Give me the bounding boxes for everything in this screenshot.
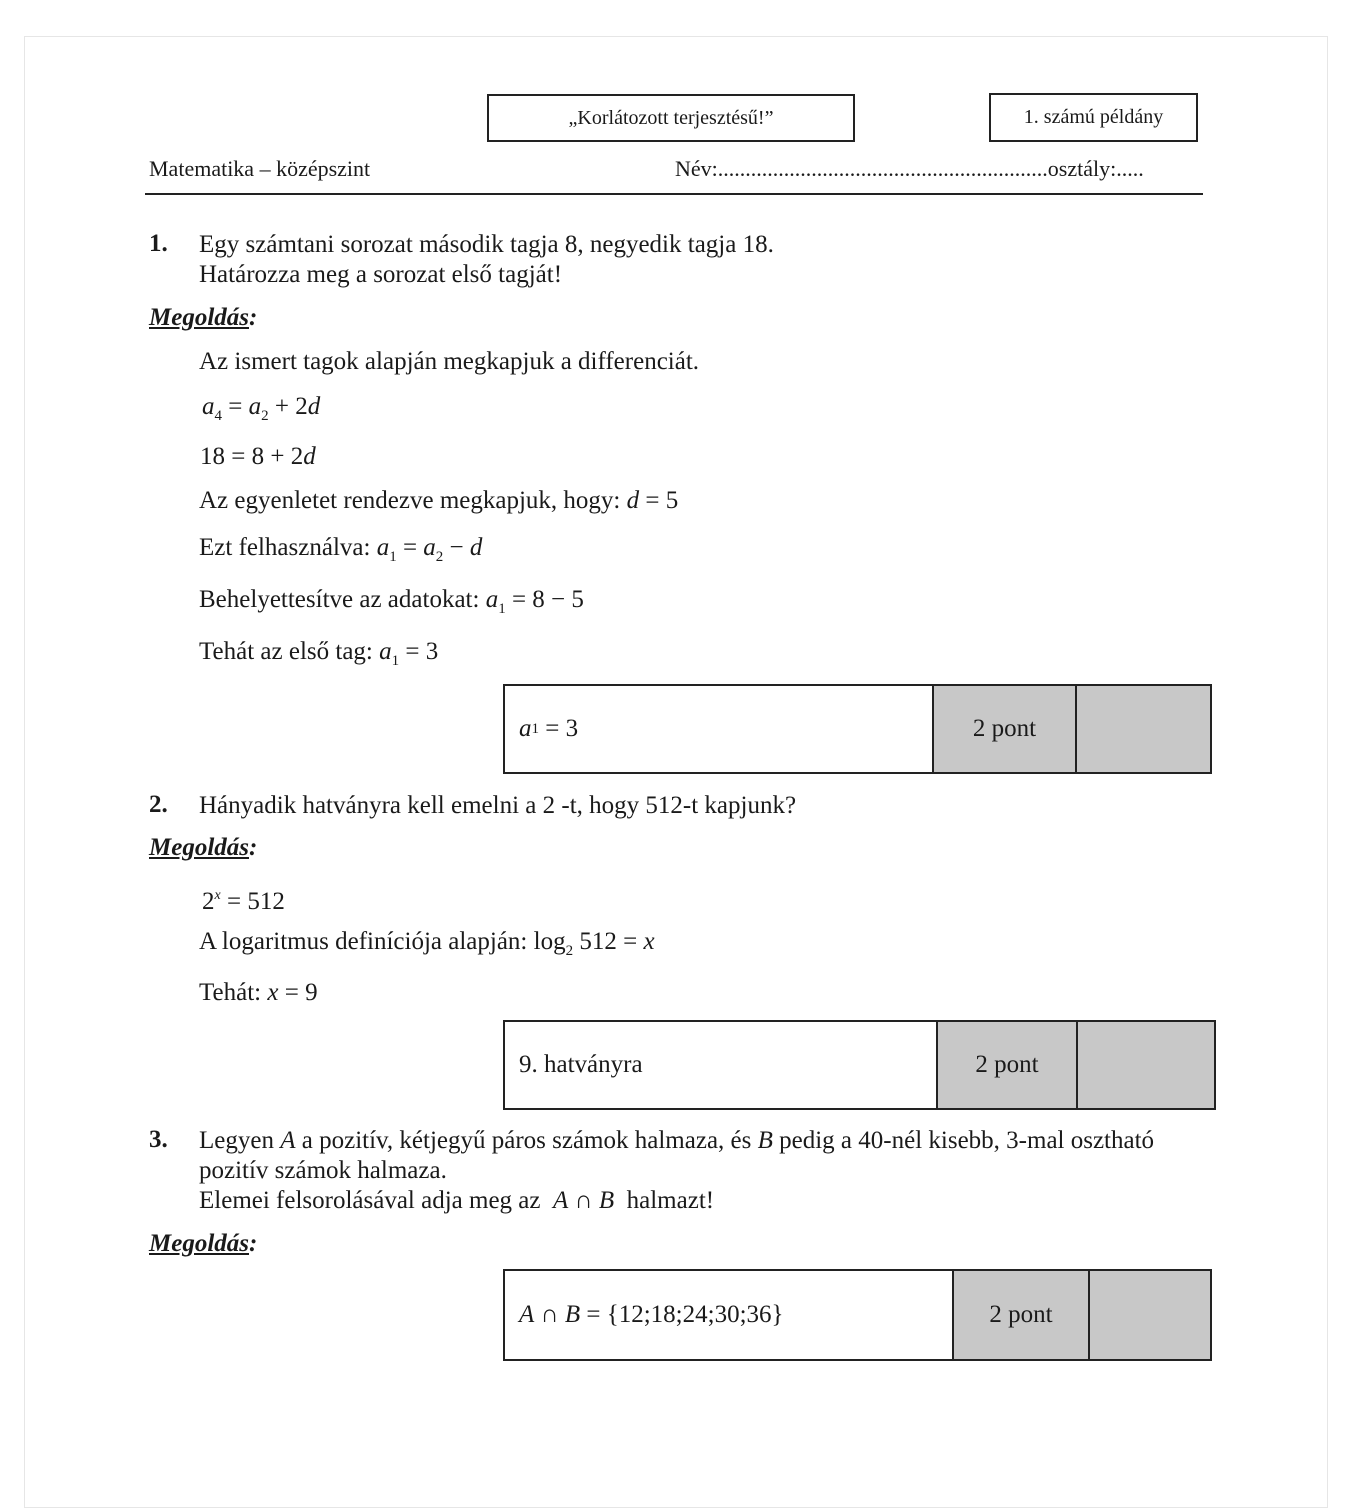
header-rule [145,193,1203,195]
restricted-label: „Korlátozott terjesztésű!” [568,106,774,129]
q2-points-cell: 2 pont [938,1022,1078,1108]
q3-points-cell: 2 pont [954,1271,1090,1359]
copy-number-label: 1. számú példány [1023,106,1164,128]
q1-score-cell [1077,686,1210,772]
q1-formula-substituted: 18 = 8 + 2d [200,443,316,470]
q1-step4: Az egyenletet rendezve megkapjuk, hogy: d = 5 [199,487,679,514]
q1-answer-cell: a 1 = 3 [505,686,934,772]
q2-solution-label: Megoldás: [149,834,258,861]
subject-label: Matematika – középszint [149,156,371,181]
q1-step1: Az ismert tagok alapján megkapjuk a differenciát. [199,348,700,375]
q1-answer-table [503,684,1212,774]
q2-score-cell [1078,1022,1214,1108]
q1-number: 1. [149,230,168,257]
copy-number-box [989,93,1198,142]
q1-formula-a4: $a_4 = a_2 + 2d$ [202,393,321,424]
q3-solution-label: Megoldás: [149,1230,258,1257]
q1-step7: Tehát az első tag: $a_1 = 3$ [199,638,439,669]
name-class-line: Név:............................................................osztály:..... [675,156,1144,181]
q3-number: 3. [149,1126,168,1153]
q2-number: 2. [149,791,168,818]
q2-step2: A logaritmus definíciója alapján: $\log_2 512 = x$ [199,928,655,959]
q2-answer-table [503,1020,1216,1110]
q1-step6: Behelyettesítve az adatokat: $a_1 = 8 - 5$ [199,586,584,617]
q1-text-line2: Határozza meg a sorozat első tagját! [199,261,563,288]
q3-text-line1: Legyen A a pozitív, kétjegyű páros számok halmaza, és B pedig a 40-nél kisebb, 3-mal osztható [199,1127,1155,1154]
q3-text-line2: pozitív számok halmaza. [199,1157,447,1184]
q1-text-line1: Egy számtani sorozat második tagja 8, negyedik tagja 18. [199,231,774,258]
q1-solution-label: Megoldás: [149,304,258,331]
q2-answer-cell: 9. hatványra [505,1022,938,1108]
q3-answer-set: {12;18;24;30;36} [606,1301,784,1328]
q1-points-cell: 2 pont [934,686,1077,772]
q2-text-line1: Hányadik hatványra kell emelni a 2 -t, hogy 512-t kapjunk? [199,792,797,819]
q3-answer-cell: A ∩ B = {12;18;24;30;36} [505,1271,954,1359]
q3-score-cell [1090,1271,1210,1359]
q3-text-line3: Elemei felsorolásával adja meg az A ∩ B halmazt! [199,1187,715,1214]
q1-step5: Ezt felhasználva: $a_1 = a_2 - d$ [199,534,483,565]
q2-step3: Tehát: x = 9 [199,979,318,1006]
q3-answer-table [503,1269,1212,1361]
q2-formula-power: $2^x = 512$ [202,888,285,915]
restricted-box [487,94,855,142]
